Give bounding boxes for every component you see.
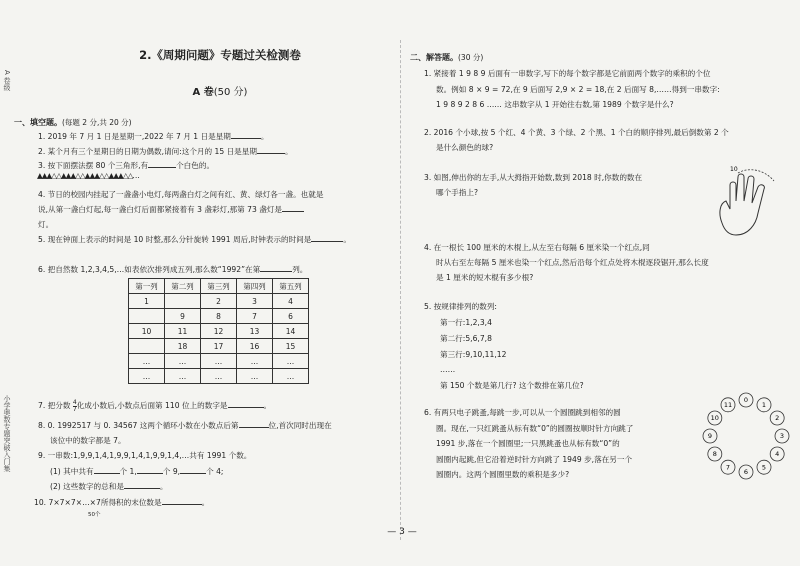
table-row bbox=[129, 339, 309, 354]
ring-number: 0 bbox=[743, 396, 749, 405]
table-row bbox=[129, 369, 309, 384]
table-cell: … bbox=[129, 369, 165, 384]
page-subtitle bbox=[95, 83, 345, 98]
question-10-brace-note: 50个 bbox=[88, 512, 101, 518]
problem-5-line-1: 5. 按规律排列的数列: bbox=[424, 302, 497, 311]
problem-6-line-3: 1991 步,落在一个圆圈里;一只黑跳蚤也从标有数“0”的 bbox=[436, 439, 620, 448]
question-4-line-3: 灯。 bbox=[38, 220, 54, 229]
ring-number: 7 bbox=[725, 463, 731, 472]
table-cell: … bbox=[237, 354, 273, 369]
table-cell: 11 bbox=[165, 324, 201, 339]
answer-blank bbox=[257, 145, 285, 154]
section-2-points: (30 分) bbox=[458, 53, 484, 62]
table-header-cell: 第三列 bbox=[201, 279, 237, 294]
table-header-row bbox=[129, 279, 309, 294]
ring-circles bbox=[703, 393, 789, 479]
problem-6-line-4: 圆圈内起跳,但它沿着逆时针方向跳了 1949 步,落在另一个 bbox=[436, 455, 633, 464]
fraction-numerator: 4 bbox=[72, 398, 77, 406]
table-cell: 1 bbox=[129, 294, 165, 309]
question-2: 2. 某个月有三个星期日的日期为偶数,请问:这个月的 15 日是星期 。 bbox=[38, 147, 293, 156]
ring-number: 3 bbox=[779, 432, 785, 441]
ring-number: 10 bbox=[710, 414, 719, 423]
number-table bbox=[128, 278, 309, 384]
subtitle-points: (50 分) bbox=[213, 87, 248, 98]
section-1-label: 一、填空题。 bbox=[14, 118, 62, 127]
problem-5-row-3: 第三行:9,10,11,12 bbox=[440, 350, 507, 359]
section-1-points: (每题 2 分,共 20 分) bbox=[62, 118, 132, 127]
answer-blank bbox=[282, 203, 304, 212]
q9-part-2-text: (2) 这些数字的总和是 bbox=[50, 482, 124, 491]
table-header-cell: 第一列 bbox=[129, 279, 165, 294]
problem-1-line-1: 1. 紧接着 1 9 8 9 后面有一串数字,写下的每个数字都是它前面两个数字的乘积的个位 bbox=[424, 69, 711, 78]
question-8-line-1 bbox=[38, 418, 332, 433]
table-cell: 13 bbox=[237, 324, 273, 339]
answer-blank bbox=[148, 159, 176, 168]
ring-number: 9 bbox=[707, 432, 713, 441]
answer-blank bbox=[231, 130, 261, 139]
table-header-cell: 第二列 bbox=[165, 279, 201, 294]
table-cell: 9 bbox=[165, 309, 201, 324]
q9-part-1-text: 个 9, bbox=[162, 467, 181, 476]
table-cell: 12 bbox=[201, 324, 237, 339]
side-label-top: A 卷级 bbox=[3, 70, 11, 92]
question-9-part-1 bbox=[50, 464, 223, 479]
table-cell: 7 bbox=[237, 309, 273, 324]
question-7-text-end: 化成小数后,小数点后面第 110 位上的数字是 bbox=[76, 401, 228, 410]
question-6-text-end: 列。 bbox=[292, 265, 308, 274]
ring-number: 5 bbox=[761, 463, 767, 472]
answer-blank bbox=[162, 496, 202, 505]
question-5: 5. 现在钟面上表示的时间是 10 时整,那么分针旋转 1991 周后,时钟表示的时间是 。 bbox=[38, 235, 351, 244]
table-cell bbox=[165, 294, 201, 309]
answer-blank bbox=[260, 263, 292, 272]
table-cell: … bbox=[273, 369, 309, 384]
q9-part-1-text: 个 1, bbox=[119, 467, 137, 476]
answer-blank bbox=[180, 465, 206, 474]
table-cell: 14 bbox=[273, 324, 309, 339]
hand-diagram bbox=[716, 163, 780, 241]
ring-number: 4 bbox=[775, 450, 780, 459]
question-8-line-2: 该位中的数字都是 7。 bbox=[50, 436, 126, 445]
question-9: 9. 一串数:1,9,9,1,4,1,9,9,1,4,1,9,9,1,4,…共有 1991 个数。 bbox=[38, 451, 252, 460]
table-cell: 18 bbox=[165, 339, 201, 354]
table-cell: 3 bbox=[237, 294, 273, 309]
answer-blank bbox=[124, 480, 160, 489]
ring-number: 8 bbox=[712, 450, 717, 459]
problem-3-line-2: 哪个手指上? bbox=[436, 188, 478, 197]
table-row bbox=[129, 324, 309, 339]
section-1-heading bbox=[14, 117, 132, 128]
question-6 bbox=[38, 262, 307, 277]
problem-6-line-1: 6. 有两只电子跳蚤,每跳一步,可以从一个圆圈跳到相邻的圆 bbox=[424, 408, 621, 417]
problem-6-line-5: 圆圈内。这两个圆圈里数的乘积是多少? bbox=[436, 470, 570, 479]
question-7: 7. 把分数 $\frac{4}{7}$ 化成小数后,小数点后面第 110 位上的数字是 。 bbox=[38, 398, 272, 413]
question-9-part-2: (2) 这些数字的总和是 。 bbox=[50, 482, 168, 491]
answer-blank bbox=[311, 233, 343, 242]
problem-5-row-2: 第二行:5,6,7,8 bbox=[440, 334, 492, 343]
question-1: 1. 2019 年 7 月 1 日是星期一,2022 年 7 月 1 日是星期 。 bbox=[38, 132, 269, 141]
problem-4-line-3: 是 1 厘米的短木棍有多少根? bbox=[436, 273, 534, 282]
problem-4-line-2: 时从右至左每隔 5 厘米也染一个红点,然后沿每个红点处将木棍逐段锯开,那么长度 bbox=[436, 258, 709, 267]
table-header-cell: 第五列 bbox=[273, 279, 309, 294]
table-cell: … bbox=[165, 369, 201, 384]
problem-6-line-2: 圈。现在,一只红跳蚤从标有数“0”的圆圈按顺时针方向跳了 bbox=[436, 424, 634, 433]
question-4-line-2 bbox=[38, 202, 304, 217]
section-2-label: 二、解答题。 bbox=[410, 53, 458, 62]
side-label-bottom: 小学奥数专题突破入门集 bbox=[3, 395, 11, 472]
question-10: 10. 7×7×7×…×7所得积的末位数是 。 bbox=[34, 498, 210, 507]
subtitle-volume: A 卷 bbox=[192, 87, 214, 98]
problem-4-line-1: 4. 在一根长 100 厘米的木棍上,从左至右每隔 6 厘米染一个红点,同 bbox=[424, 243, 650, 252]
table-row bbox=[129, 309, 309, 324]
center-fold-line bbox=[400, 40, 401, 540]
question-4-text: 说,从第一盏白灯起,每一盏白灯后面都紧接着有 3 盏彩灯,那第 73 盏灯是 bbox=[38, 205, 283, 214]
table-cell: 10 bbox=[129, 324, 165, 339]
q9-part-1-text: 个 4; bbox=[206, 467, 224, 476]
question-3-text-end: 个白色的。 bbox=[176, 161, 215, 170]
table-cell: … bbox=[201, 369, 237, 384]
table-cell: 16 bbox=[237, 339, 273, 354]
table-cell: 15 bbox=[273, 339, 309, 354]
question-3-text: 3. 按下面摆法摆 80 个三角形,有 bbox=[38, 161, 149, 170]
fraction-denominator: 7 bbox=[72, 405, 77, 413]
question-1-text: 1. 2019 年 7 月 1 日是星期一,2022 年 7 月 1 日是星期 bbox=[38, 132, 231, 141]
question-10-text: 10. 7×7×7×…×7所得积的末位数是 bbox=[34, 498, 162, 507]
q9-part-1-text: (1) 其中共有 bbox=[50, 467, 94, 476]
left-hand-outline bbox=[720, 174, 764, 235]
question-4-line-1: 4. 节日的校园内挂起了一盏盏小电灯,每两盏白灯之间有红、黄、绿灯各一盏。也就是 bbox=[38, 190, 324, 199]
problem-5-ellipsis: …… bbox=[440, 365, 456, 374]
question-8-text-end: 位,首次同时出现在 bbox=[268, 421, 332, 430]
problem-2-line-1: 2. 2016 个小球,按 5 个红、4 个黄、3 个绿、2 个黑、1 个白的顺序排列,最后倒数第 2 个 bbox=[424, 128, 729, 137]
answer-blank bbox=[228, 399, 264, 408]
ring-number: 2 bbox=[775, 414, 780, 423]
ring-number: 6 bbox=[743, 468, 749, 477]
triangle-pattern: ▲▲▲△△▲▲▲△△▲▲▲△△▲▲▲△△… bbox=[37, 171, 139, 180]
ring-number: 1 bbox=[761, 401, 767, 410]
table-cell: 8 bbox=[201, 309, 237, 324]
table-cell: … bbox=[129, 354, 165, 369]
hand-count-label: 10 bbox=[730, 166, 738, 173]
question-5-text: 5. 现在钟面上表示的时间是 10 时整,那么分针旋转 1991 周后,时钟表示的时间是 bbox=[38, 235, 312, 244]
question-6-text: 6. 把自然数 1,2,3,4,5,…如表依次排列成五列,那么数“1992”在第 bbox=[38, 265, 261, 274]
answer-blank bbox=[137, 465, 163, 474]
table-header-cell: 第四列 bbox=[237, 279, 273, 294]
problem-1-line-3: 1 9 8 9 2 8 6 …… 这串数字从 1 开始往右数,第 1989 个数字是什么? bbox=[436, 100, 674, 109]
table-cell: … bbox=[273, 354, 309, 369]
problem-5-question: 第 150 个数是第几行? 这个数排在第几位? bbox=[440, 381, 584, 390]
page-number: — 3 — bbox=[387, 527, 417, 537]
table-cell: … bbox=[165, 354, 201, 369]
answer-blank bbox=[94, 465, 120, 474]
table-cell: … bbox=[201, 354, 237, 369]
table-cell: 17 bbox=[201, 339, 237, 354]
table-cell: 2 bbox=[201, 294, 237, 309]
table-cell: 4 bbox=[273, 294, 309, 309]
table-row bbox=[129, 354, 309, 369]
ring-number: 11 bbox=[723, 401, 733, 410]
problem-5-row-1: 第一行:1,2,3,4 bbox=[440, 318, 492, 327]
problem-3-line-1: 3. 如图,伸出你的左手,从大拇指开始数,数到 2018 时,你数的数在 bbox=[424, 173, 643, 182]
table-cell: 6 bbox=[273, 309, 309, 324]
table-cell bbox=[129, 309, 165, 324]
question-2-text: 2. 某个月有三个星期日的日期为偶数,请问:这个月的 15 日是星期 bbox=[38, 147, 257, 156]
problem-1-line-2: 数。例如 8 × 9 = 72,在 9 后面写 2,9 × 2 = 18,在 2 后面写 8,……得到一串数字: bbox=[436, 85, 720, 94]
circle-ring-diagram bbox=[700, 390, 792, 482]
section-2-heading bbox=[410, 52, 483, 63]
question-8-text: 8. 0. 1992517 与 0. 34567 这两个循环小数在小数点后第 bbox=[38, 421, 239, 430]
problem-2-line-2: 是什么颜色的球? bbox=[436, 143, 494, 152]
table-row bbox=[129, 294, 309, 309]
page-title: 2.《周期问题》专题过关检测卷 bbox=[139, 48, 301, 62]
question-7-text: 7. 把分数 bbox=[38, 401, 71, 410]
table-cell bbox=[129, 339, 165, 354]
answer-blank bbox=[239, 419, 269, 428]
table-cell: … bbox=[237, 369, 273, 384]
